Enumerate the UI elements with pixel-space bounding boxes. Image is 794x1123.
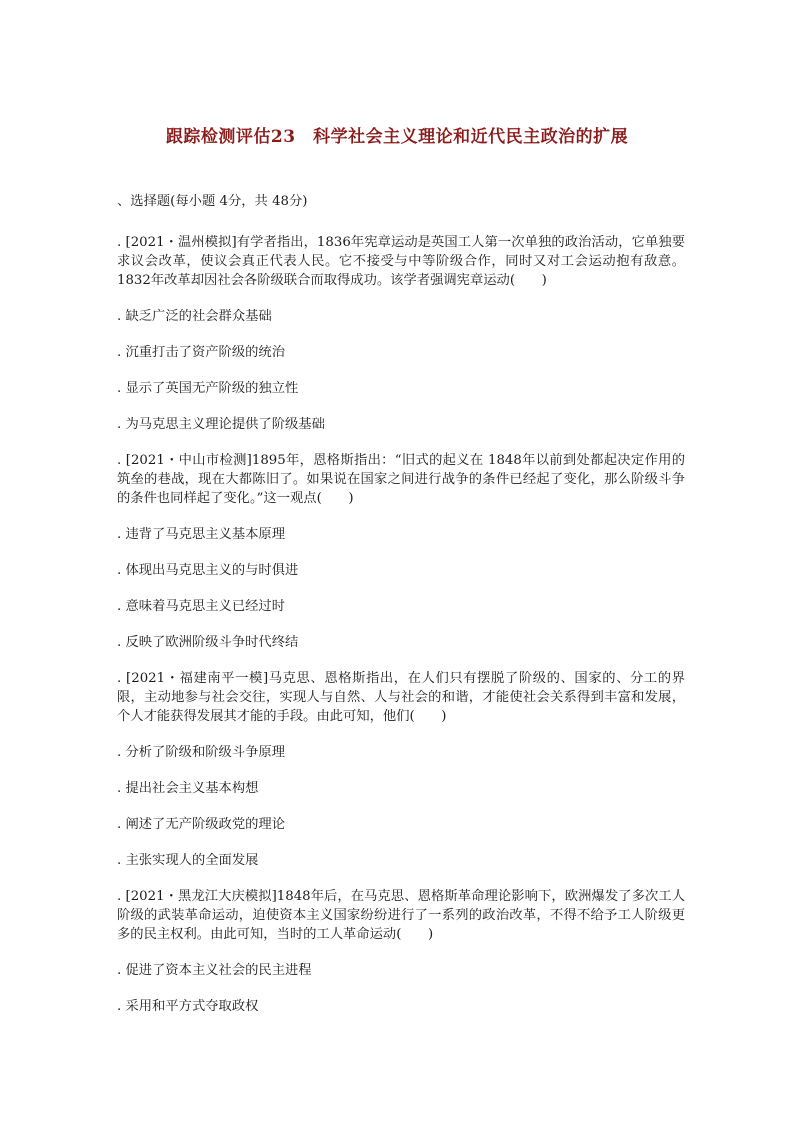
question-1-option-c: . 显示了英国无产阶级的独立性 [117, 381, 299, 396]
question-2-option-b: . 体现出马克思主义的与时俱进 [117, 563, 299, 578]
question-2-option-d: . 反映了欧洲阶级斗争时代终结 [117, 635, 299, 650]
question-3-option-b: . 提出社会主义基本构想 [117, 781, 259, 796]
question-2-option-a: . 违背了马克思主义基本原理 [117, 527, 286, 542]
question-3-option-a: . 分析了阶级和阶级斗争原理 [117, 745, 286, 760]
question-1-stem: . [2021・温州模拟]有学者指出，1836年宪章运动是英国工人第一次单独的政治活动，它单独要求议会改革，使议会真正代表人民。它不接受与中等阶级合作，同时又对工会运动抱有敌意。1832年改革却因社会各阶级联合而取得成功。该学者强调宪章运动( ) [117, 235, 685, 288]
document-title: 跟踪检测评估23 科学社会主义理论和近代民主政治的扩展 [165, 127, 629, 147]
question-4-stem: . [2021・黑龙江大庆模拟]1848年后，在马克思、恩格斯革命理论影响下，欧洲爆发了多次工人阶级的武装革命运动，迫使资本主义国家纷纷进行了一系列的政治改革，不得不给予工人阶级更多的民主权利。由此可知，当时的工人革命运动( ) [117, 889, 685, 942]
question-3-option-c: . 阐述了无产阶级政党的理论 [117, 817, 286, 832]
question-2-option-c: . 意味着马克思主义已经过时 [117, 599, 286, 614]
question-1-option-b: . 沉重打击了资产阶级的统治 [117, 345, 286, 360]
question-4-option-a: . 促进了资本主义社会的民主进程 [117, 963, 312, 978]
question-1-option-a: . 缺乏广泛的社会群众基础 [117, 309, 272, 324]
question-3-option-d: . 主张实现人的全面发展 [117, 853, 259, 868]
question-1-option-d: . 为马克思主义理论提供了阶级基础 [117, 417, 325, 432]
question-2-stem: . [2021・中山市检测]1895年，恩格斯指出：“旧式的起义在 1848年以前到处都起决定作用的筑垒的巷战，现在大都陈旧了。如果说在国家之间进行战争的条件已经起了变化，那么阶级斗争的条件也同样起了变化。”这一观点( ) [117, 453, 685, 506]
document-body [117, 192, 685, 1033]
question-3-stem: . [2021・福建南平一模]马克思、恩格斯指出，在人们只有摆脱了阶级的、国家的、分工的界限，主动地参与社会交往，实现人与自然、人与社会的和谐，才能使社会关系得到丰富和发展，个人才能获得发展其才能的手段。由此可知，他们( ) [117, 671, 685, 724]
question-4-option-b: . 采用和平方式夺取政权 [117, 999, 259, 1014]
section-heading: 、选择题(每小题 4分，共 48分) [117, 194, 308, 209]
